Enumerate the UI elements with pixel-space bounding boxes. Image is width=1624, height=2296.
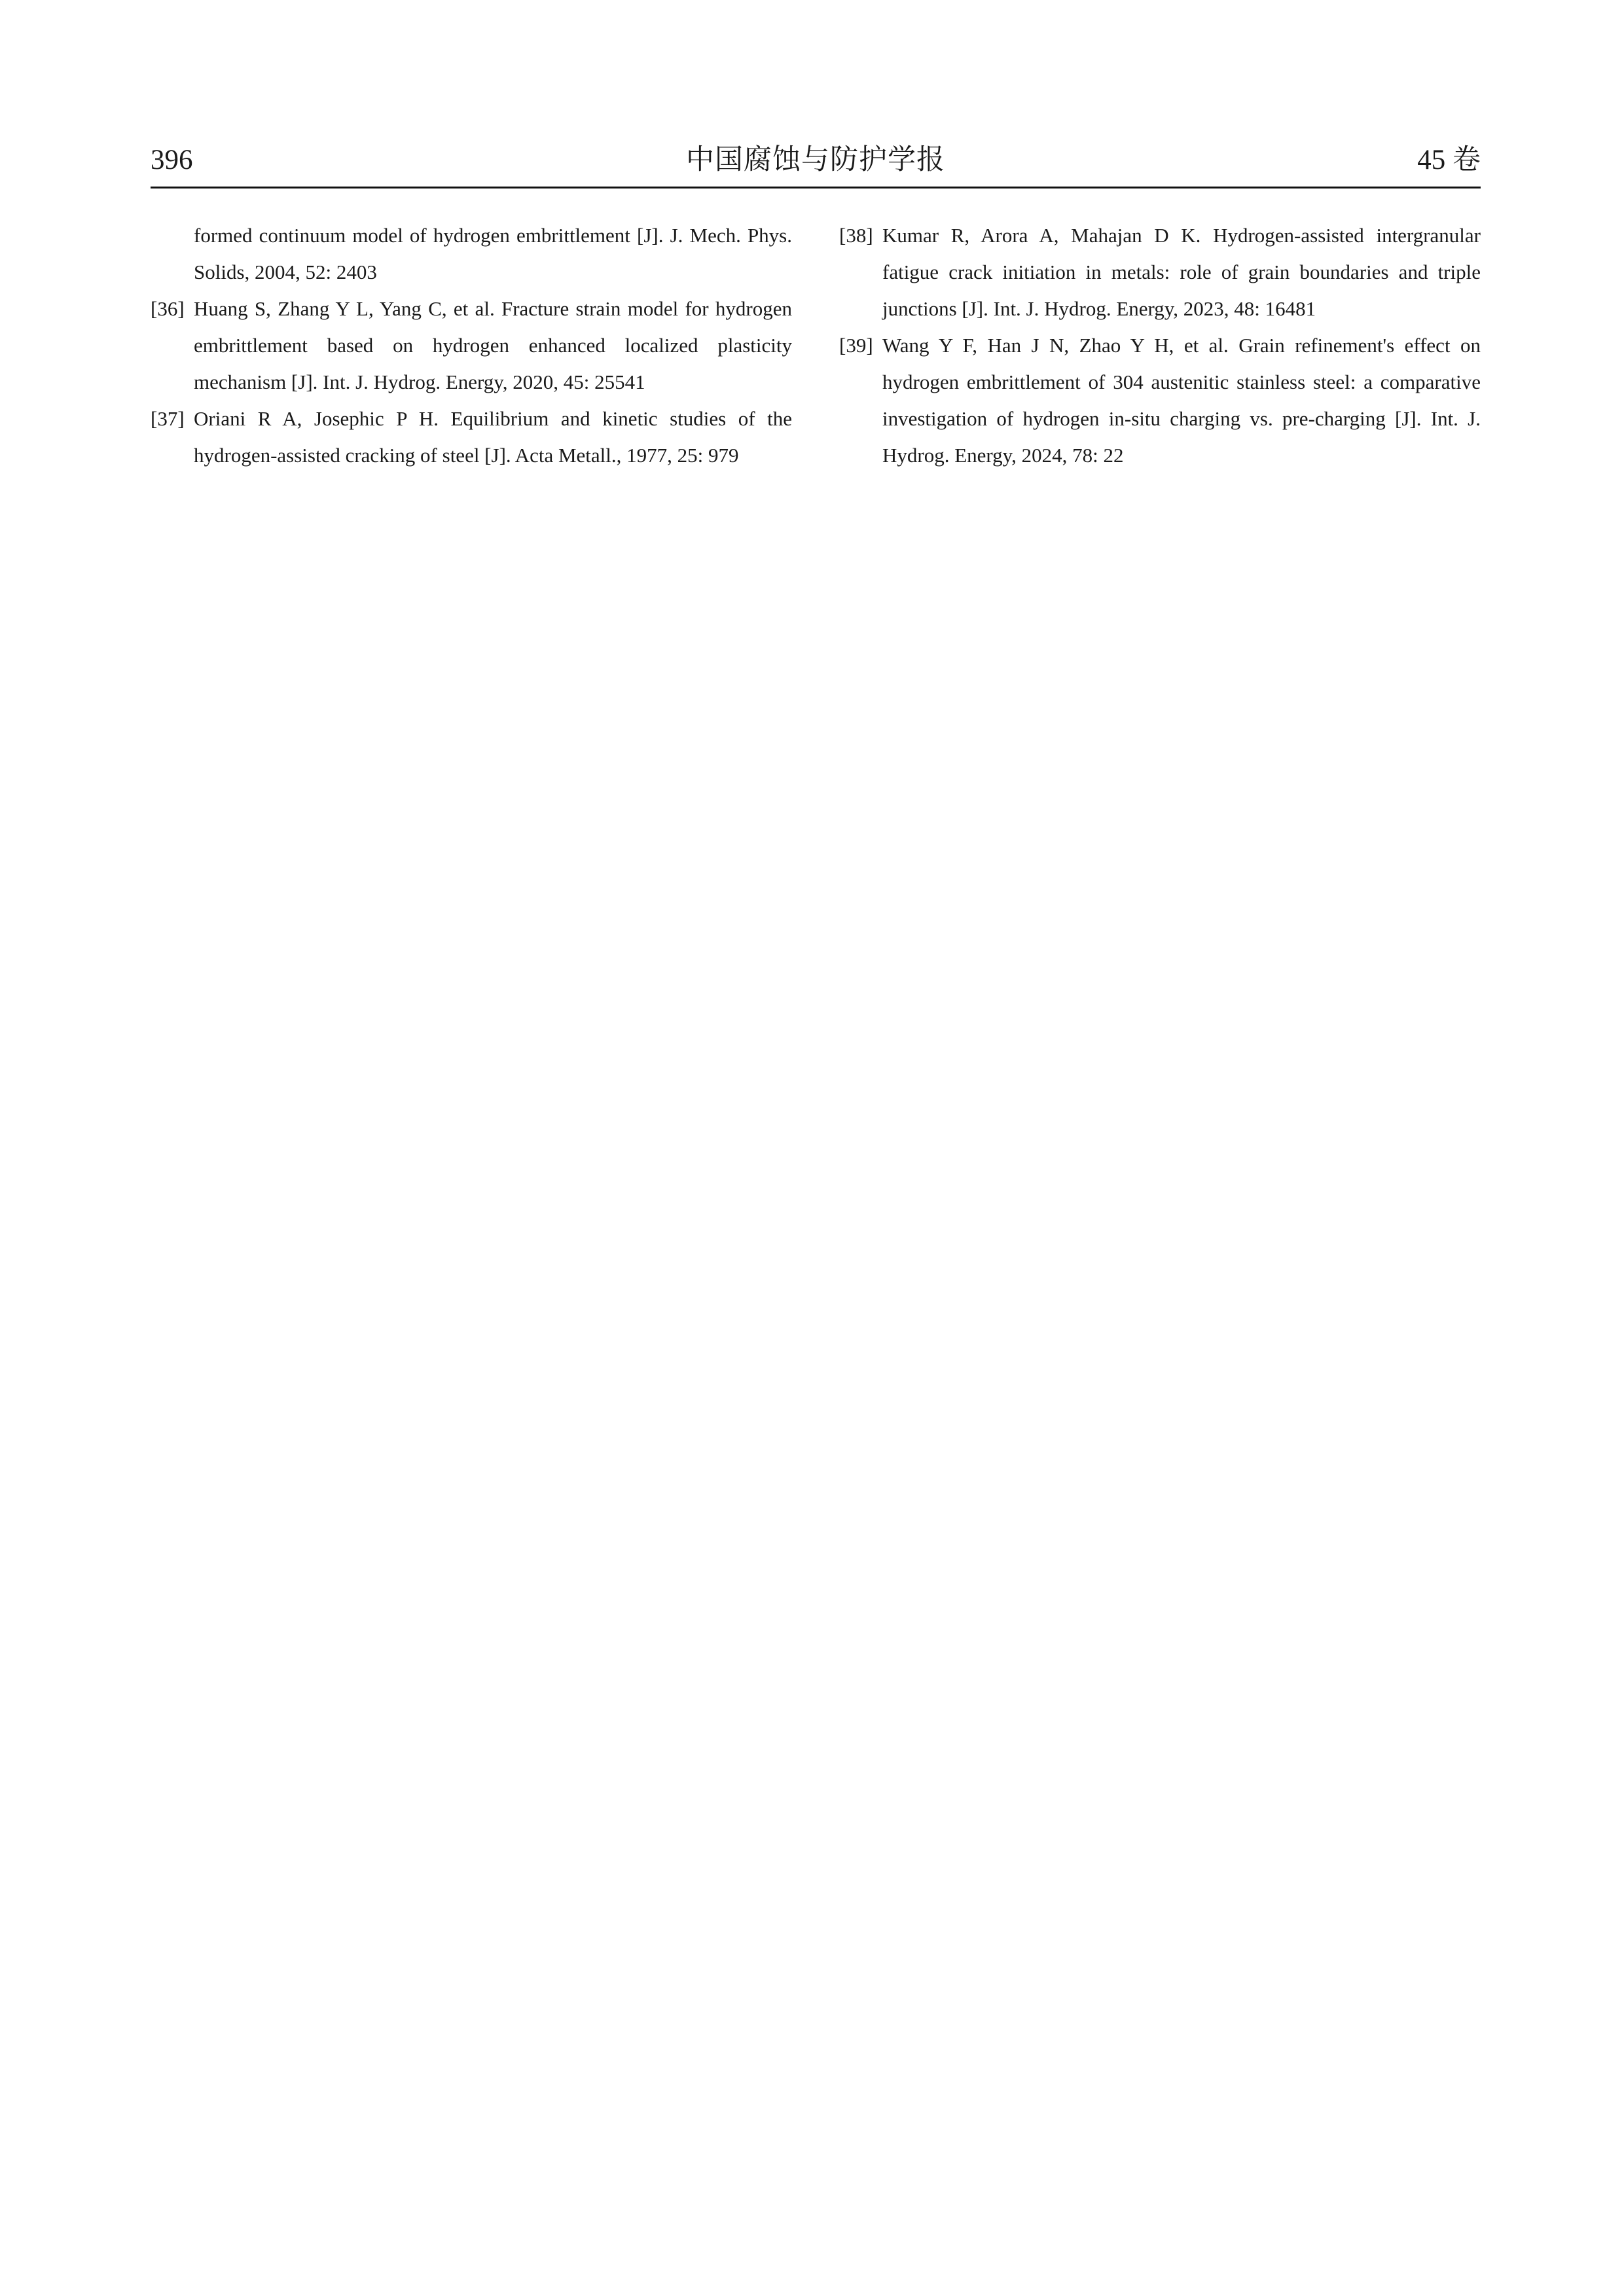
running-header [151,134,1481,188]
reference-text: Oriani R A, Josephic P H. Equilibrium and kinetic studies of the hydrogen-assisted cracking of steel [J]. Acta Metall., 1977, 25: 979 [194,407,792,467]
volume-label: 45 卷 [1417,145,1481,175]
reference-38 [839,217,1481,327]
page-number: 396 [151,145,193,175]
reference-number: [39] [839,334,873,357]
reference-39 [839,327,1481,474]
reference-number: [36] [151,297,185,320]
reference-number: [38] [839,224,873,247]
left-column [151,217,792,474]
journal-title: 中国腐蚀与防护学报 [686,145,945,175]
reference-text: Huang S, Zhang Y L, Yang C, et al. Fracture strain model for hydrogen embrittlement based on hydrogen enhanced localized plasticity mechanism [J]. Int. J. Hydrog. Energy, 2020, 45: 25541 [194,297,792,393]
reference-text: formed continuum model of hydrogen embrittlement [J]. J. Mech. Phys. Solids, 2004, 52: 2403 [194,224,792,283]
right-column [839,217,1481,474]
reference-36 [151,291,792,401]
reference-text: Kumar R, Arora A, Mahajan D K. Hydrogen-assisted intergranular fatigue crack initiation in metals: role of grain boundaries and triple junctions [J]. Int. J. Hydrog. Energy, 2023, 48: 16481 [882,224,1481,320]
reference-37 [151,401,792,474]
reference-text: Wang Y F, Han J N, Zhao Y H, et al. Grain refinement's effect on hydrogen embrittlement of 304 austenitic stainless steel: a comparative investigation of hydrogen in-situ charging vs. pre-charging [J]. Int. J. Hydrog. Energy, 2024, 78: 22 [882,334,1481,467]
reference-continuation [151,217,792,291]
reference-number: [37] [151,407,185,430]
